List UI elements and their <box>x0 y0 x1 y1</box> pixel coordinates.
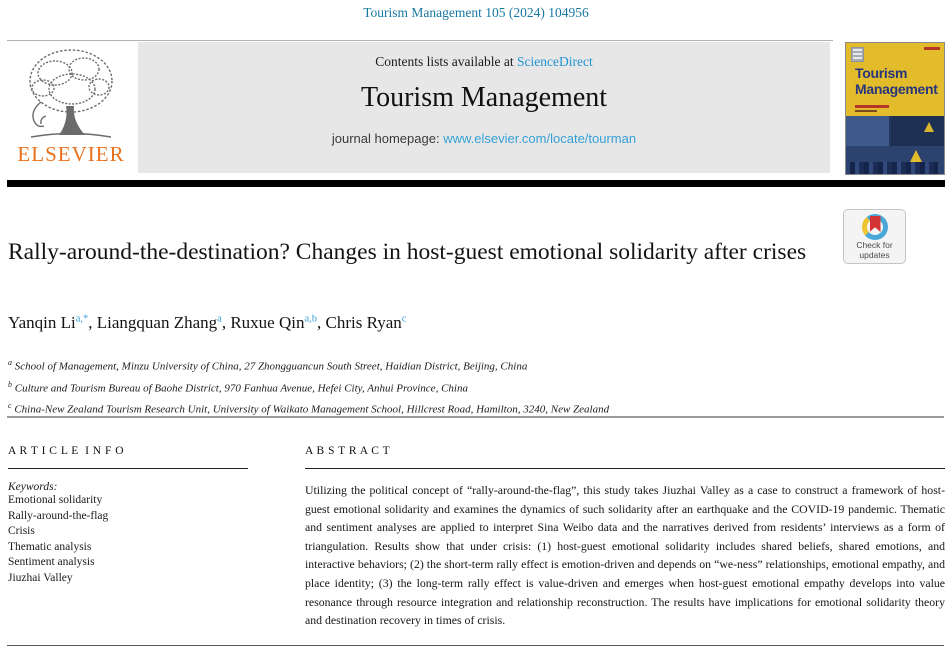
affiliation-line: $^b$ Culture and Tourism Bureau of Baohe District, 970 Fanhua Avenue, Hefei City, Anhui Province, China <box>8 379 468 395</box>
contents-prefix: Contents lists available at <box>375 54 517 69</box>
homepage-line <box>138 131 830 146</box>
cover-issue-mark <box>924 47 940 50</box>
cover-title <box>855 65 940 97</box>
bottom-rule <box>7 645 944 646</box>
author-list <box>8 313 406 333</box>
keywords-label: Keywords: <box>8 481 58 493</box>
affiliation-list <box>8 354 868 419</box>
sciencedirect-link[interactable]: ScienceDirect <box>517 54 593 69</box>
keyword-item: Emotional solidarity <box>8 494 103 506</box>
keyword-item: Crisis <box>8 525 35 538</box>
author: Ruxue Qin$^{a,b}$, <box>230 313 326 332</box>
keyword-item: Sentiment analysis <box>8 556 95 569</box>
badge-label-line1: Check for <box>856 240 893 250</box>
cover-editor-mark2 <box>855 110 877 112</box>
affiliation-line: $^a$ School of Management, Minzu University of China, 27 Zhongguancun South Street, Haidian District, Beijing, China <box>8 358 528 373</box>
author-superscript: a,b <box>304 313 317 325</box>
journal-reference-link[interactable]: Tourism Management 105 (2024) 104956 <box>363 5 589 20</box>
section-divider <box>7 416 944 418</box>
affiliation-line: $^c$ China-New Zealand Tourism Research Unit, University of Waikato Management School, Hillcrest Road, Hamilton, 3240, New Zealand <box>8 401 610 416</box>
heading-rule <box>305 468 945 469</box>
abstract-section <box>305 445 945 630</box>
homepage-link[interactable]: www.elsevier.com/locate/tourman <box>443 131 637 146</box>
abstract-heading: A B S T R A C T <box>305 445 391 457</box>
keyword-item: Thematic analysis <box>8 540 92 553</box>
contents-line <box>138 54 830 70</box>
author-superscript: a <box>217 313 222 325</box>
homepage-prefix: journal homepage: <box>331 131 444 146</box>
cover-emblem-icon <box>851 47 864 62</box>
author: Liangquan Zhang$^a$, <box>96 313 231 332</box>
bookmark-icon <box>870 216 881 232</box>
elsevier-tree-icon <box>8 44 134 144</box>
cover-title-line2: Management <box>855 81 938 97</box>
check-updates-badge[interactable] <box>843 209 906 264</box>
cover-editor-mark <box>855 105 889 108</box>
article-title: Rally-around-the-destination? Changes in host-guest emotional solidarity after crises <box>8 239 807 265</box>
badge-label-line2: updates <box>859 249 890 260</box>
abstract-text: Utilizing the political concept of “rally-around-the-flag”, this study takes Jiuzhai Valley as a case to construct a framework of host-guest emotional solidarity and examines the dynamics of such solidarity after an earthquake and the COVID-19 pandemic. Thematic and sentiment analyses are applied to interpret Sina Weibo data and the narratives derived from residents’ interviews as a form of triangulation. Results show that under crisis: (1) host-guest emotional solidarity includes shared beliefs, shared emotions, and interactive behaviors; (2) the short-term rally effect is emotion-driven and depends on “we-ness” relationships, emotional empathy, and place identity; (3) the long-term rally effect is value-driven and emerges when host-guest emotional empathy develops into value resonance through resource integration and relationship reconstruction. The results have implications for emotional solidarity theory and destination recovery in times of crisis. <box>305 483 945 628</box>
header-divider-bar <box>7 180 945 187</box>
update-ring-icon <box>862 214 888 240</box>
journal-title: Tourism Management <box>360 82 608 113</box>
affiliation-superscript: b <box>8 379 12 389</box>
keyword-item: Rally-around-the-flag <box>8 509 109 522</box>
article-info-heading: A R T I C L E I N F O <box>8 445 125 457</box>
author-superscript: a,* <box>75 313 89 325</box>
heading-rule <box>8 468 248 469</box>
top-rule <box>7 40 833 41</box>
elsevier-wordmark: ELSEVIER <box>17 142 125 166</box>
journal-cover-thumbnail[interactable] <box>845 42 945 175</box>
keyword-item: Jiuzhai Valley <box>8 571 73 584</box>
article-info-section <box>8 445 248 587</box>
badge-label <box>844 241 905 260</box>
author-superscript: c <box>401 313 407 325</box>
affiliation-superscript: a <box>8 358 12 367</box>
author: Chris Ryan$^c$ <box>325 313 407 332</box>
cover-title-line1: Tourism <box>855 65 908 81</box>
header-band <box>138 42 830 173</box>
cover-photo-collage <box>846 116 944 174</box>
affiliation-superscript: c <box>8 401 12 411</box>
author: Yanqin $Li^{a,*}$, <box>8 313 97 332</box>
elsevier-logo[interactable] <box>8 44 134 172</box>
